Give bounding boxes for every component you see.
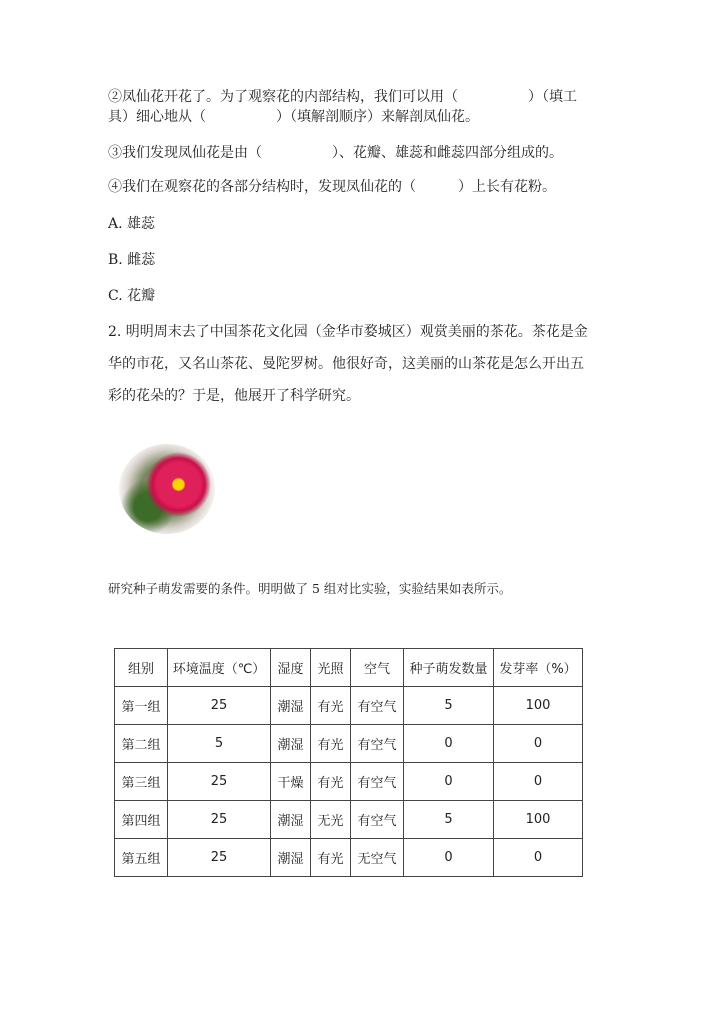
table-cell: 潮湿	[271, 839, 311, 877]
q1-line3: ③我们发现凤仙花是由（ ）、花瓣、雄蕊和雌蕊四部分组成的。	[108, 145, 563, 161]
table-cell: 第三组	[115, 763, 168, 801]
table-cell: 潮湿	[271, 801, 311, 839]
table-cell: 5	[404, 687, 494, 725]
option-b: B. 雌蕊	[108, 252, 156, 268]
table-cell: 潮湿	[271, 687, 311, 725]
table-cell: 干燥	[271, 763, 311, 801]
column-header: 发芽率（%）	[494, 649, 583, 687]
q1-line2a: ②凤仙花开花了。为了观察花的内部结构，我们可以用（ ）（填工	[108, 89, 577, 105]
q2-line1: 2. 明明周末去了中国茶花文化园（金华市婺城区）观赏美丽的茶花。茶花是金	[108, 324, 588, 340]
table-cell: 0	[404, 839, 494, 877]
table-cell: 第五组	[115, 839, 168, 877]
column-header: 环境温度（℃）	[168, 649, 271, 687]
table-cell: 有空气	[351, 763, 404, 801]
option-a: A. 雄蕊	[108, 216, 156, 232]
column-header: 空气	[351, 649, 404, 687]
table-row	[115, 839, 583, 877]
table-cell: 无光	[311, 801, 351, 839]
column-header: 光照	[311, 649, 351, 687]
column-header: 组别	[115, 649, 168, 687]
table-cell: 5	[404, 801, 494, 839]
table-cell: 0	[404, 725, 494, 763]
table-cell: 无空气	[351, 839, 404, 877]
table-row	[115, 687, 583, 725]
q2-line3: 彩的花朵的？于是，他展开了科学研究。	[108, 388, 360, 404]
table-cell: 有光	[311, 763, 351, 801]
table-cell: 有空气	[351, 687, 404, 725]
table-cell: 有空气	[351, 801, 404, 839]
table-cell: 0	[404, 763, 494, 801]
table-cell: 25	[168, 801, 271, 839]
option-c: C. 花瓣	[108, 288, 156, 304]
table-cell: 25	[168, 839, 271, 877]
table-cell: 第四组	[115, 801, 168, 839]
table-cell: 100	[494, 687, 583, 725]
q2-intro: 研究种子萌发需要的条件。明明做了 5 组对比实验，实验结果如表所示。	[108, 581, 512, 596]
table-cell: 有光	[311, 687, 351, 725]
table-cell: 0	[494, 763, 583, 801]
table-cell: 潮湿	[271, 725, 311, 763]
experiment-table	[114, 648, 583, 877]
table-cell: 5	[168, 725, 271, 763]
table-cell: 25	[168, 687, 271, 725]
camellia-flower-image	[119, 444, 215, 534]
table-cell: 有光	[311, 839, 351, 877]
column-header: 种子萌发数量	[404, 649, 494, 687]
table-cell: 100	[494, 801, 583, 839]
table-cell: 有光	[311, 725, 351, 763]
column-header: 湿度	[271, 649, 311, 687]
table-row	[115, 801, 583, 839]
table-cell: 有空气	[351, 725, 404, 763]
table-cell: 第一组	[115, 687, 168, 725]
table-cell: 0	[494, 725, 583, 763]
table-row	[115, 763, 583, 801]
q1-line2b: 具）细心地从（ ）（填解剖顺序）来解剖凤仙花。	[108, 109, 479, 125]
table-row	[115, 725, 583, 763]
q2-line2: 华的市花，又名山茶花、曼陀罗树。他很好奇，这美丽的山茶花是怎么开出五	[108, 356, 584, 372]
table-cell: 第二组	[115, 725, 168, 763]
table-cell: 0	[494, 839, 583, 877]
q1-line4: ④我们在观察花的各部分结构时，发现凤仙花的（ ）上长有花粉。	[108, 179, 556, 195]
table-cell: 25	[168, 763, 271, 801]
